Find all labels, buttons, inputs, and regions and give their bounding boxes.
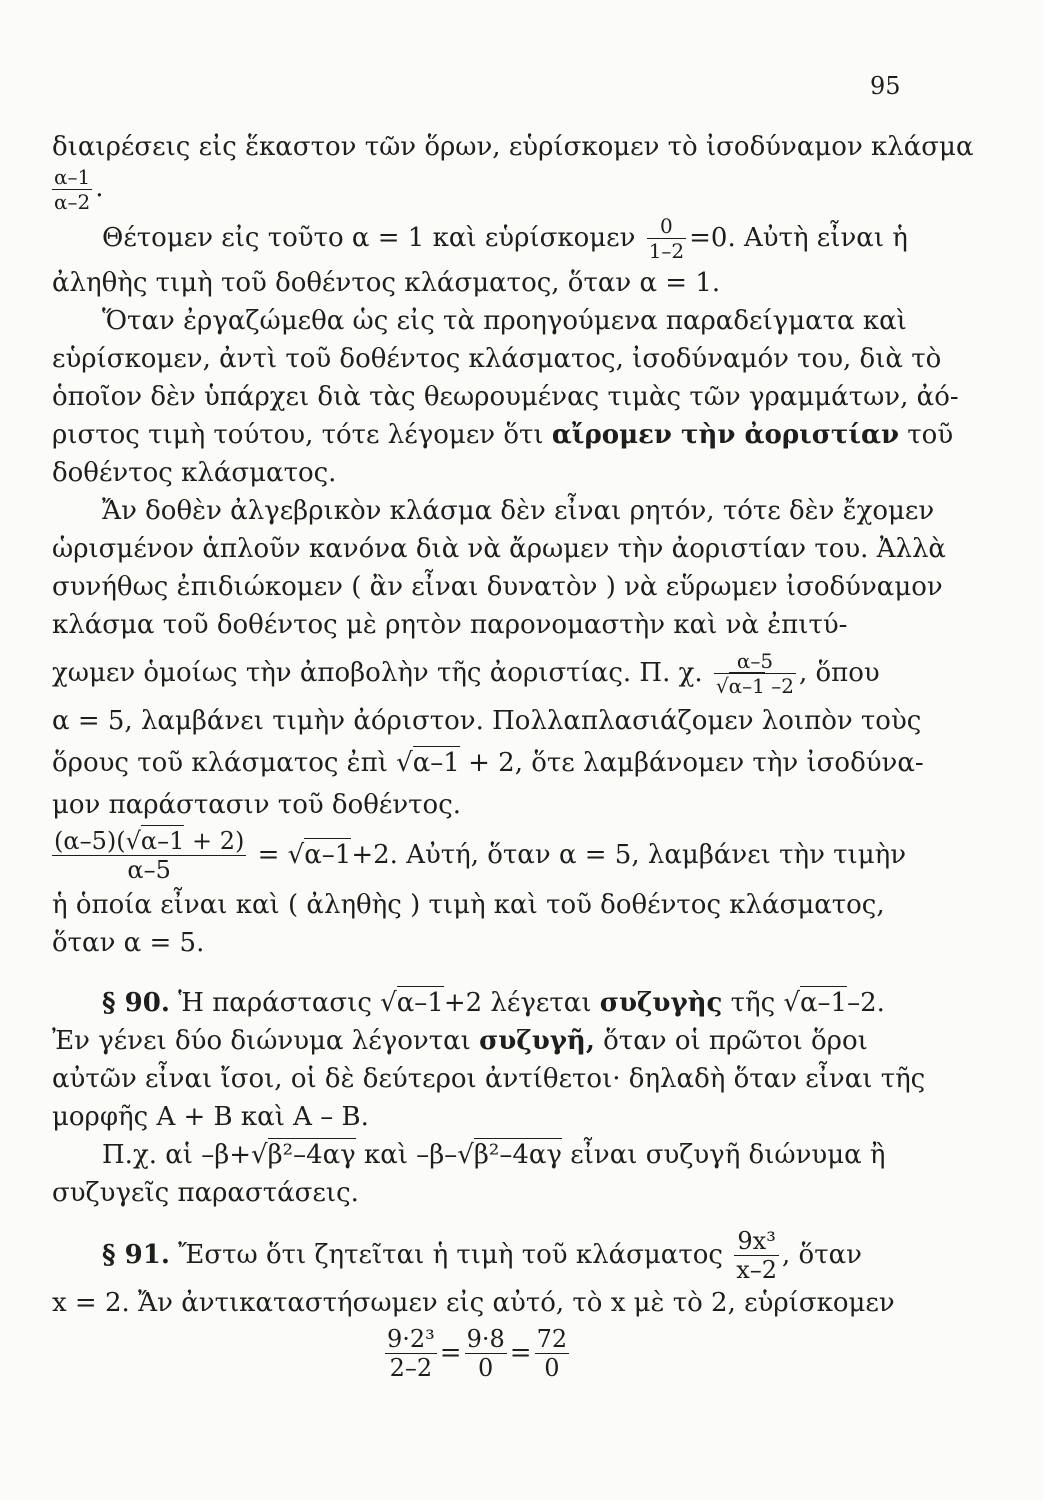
p2-line1: Θέτομεν εἰς τοῦτο α = 1 καὶ εὑρίσκομεν $\frac{0}{1-2}$ =0. Αὐτὴ εἶναι ἡ — [102, 214, 908, 263]
section-91-line1: § 91. Ἔστω ὅτι ζητεῖται ἡ τιμὴ τοῦ κλάσματος $\frac{\text{9x³}}{x-2}$ , ὅταν — [102, 1227, 862, 1284]
section-90-line2: Ἐν γένει δύο διώνυμα λέγονται συζυγῆ, ὅταν οἱ πρῶτοι ὅροι — [52, 1025, 868, 1056]
p3-line2: εὑρίσκομεν, ἀντὶ τοῦ δοθέντος κλάσματος, ἰσοδύναμόν του, διὰ τὸ — [52, 343, 942, 374]
page-number: 95 — [870, 72, 901, 100]
section-90-line5: Π.χ. αἱ –β+√β²–4αγ καὶ –β–√β²–4αγ εἶναι συζυγῆ διώνυμα ἢ — [102, 1139, 886, 1170]
section-90-label: § 90. — [102, 987, 170, 1018]
p1-line2: $\frac{\alpha-1}{\alpha-2}$ . — [54, 164, 104, 214]
section-90-line3: αὐτῶν εἶναι ἴσοι, οἱ δὲ δεύτεροι ἀντίθετοι· δηλαδὴ ὅταν εἶναι τῆς — [52, 1063, 926, 1094]
p4-line6: α = 5, λαμβάνει τιμὴν ἀόριστον. Πολλαπλασιάζομεν λοιπὸν τοὺς — [52, 705, 922, 736]
body-text — [52, 128, 974, 1384]
equation-2: $\frac{\text{9·2³}}{2-2}$ = $\frac{9\cdot 8}{0}$ = $\frac{72}{0}$ — [387, 1325, 568, 1382]
p3-line3: ὁποῖον δὲν ὑπάρχει διὰ τὰς θεωρουμένας τιμὰς τῶν γραμμάτων, ἀό- — [52, 381, 959, 412]
fraction-9-8: $\frac{9\cdot 8}{0}$ — [466, 1325, 505, 1382]
p4-line5: χωμεν ὁμοίως τὴν ἀποβολὴν τῆς ἀοριστίας. Π. χ. $\frac{\alpha-5}{√\alpha-1 -2}$ , ὅπου — [52, 649, 880, 698]
eq1-line3: ὅταν α = 5. — [52, 927, 205, 958]
p4-line7: ὅρους τοῦ κλάσματος ἐπὶ √α–1 + 2, ὅτε λαμβάνομεν τὴν ἰσοδύνα- — [52, 747, 924, 778]
fraction-9-2cubed: $\frac{\text{9·2³}}{2-2}$ — [387, 1325, 435, 1382]
p4-line2: ὡρισμένον ἁπλοῦν κανόνα διὰ νὰ ἄρωμεν τὴν ἀοριστίαν του. Ἀλλὰ — [52, 533, 946, 564]
fraction-expanded: $\frac{(\alpha-5)(√\alpha-1 + 2)}{\alpha-5}$ — [54, 827, 245, 884]
p4-line8: μον παράστασιν τοῦ δοθέντος. — [52, 789, 462, 820]
p3-line1: Ὅταν ἐργαζώμεθα ὡς εἰς τὰ προηγούμενα παραδείγματα καὶ — [102, 305, 907, 336]
section-90-line1: § 90. Ἡ παράστασις √α–1+2 λέγεται συζυγὴς τῆς √α–1–2. — [102, 987, 885, 1018]
section-90-line6: συζυγεῖς παραστάσεις. — [52, 1177, 359, 1208]
p4-line1: Ἄν δοθὲν ἀλγεβρικὸν κλάσμα δὲν εἶναι ρητόν, τότε δὲν ἔχομεν — [102, 495, 935, 526]
fraction-zero: $\frac{0}{1-2}$ — [648, 214, 685, 263]
p3-line4: ριστος τιμὴ τούτου, τότε λέγομεν ὅτι αἴρομεν τὴν ἀοριστίαν τοῦ — [52, 419, 954, 450]
p3-line5: δοθέντος κλάσματος. — [52, 457, 337, 488]
fraction-72: $\frac{72}{0}$ — [536, 1325, 568, 1382]
p4-line4: κλάσμα τοῦ δοθέντος μὲ ρητὸν παρονομαστὴν καὶ νὰ ἐπιτύ- — [52, 609, 848, 640]
p4-line3: συνήθως ἐπιδιώκομεν ( ἂν εἶναι δυνατὸν ) νὰ εὕρωμεν ἰσοδύναμον — [52, 571, 943, 602]
section-91-label: § 91. — [102, 1239, 170, 1270]
p2-line2: ἀληθὴς τιμὴ τοῦ δοθέντος κλάσματος, ὅταν α = 1. — [52, 267, 721, 298]
p1-line1: διαιρέσεις εἰς ἕκαστον τῶν ὅρων, εὑρίσκομεν τὸ ἰσοδύναμον κλάσμα — [52, 132, 974, 162]
term-bold: αἴρομεν τὴν ἀοριστίαν — [551, 419, 900, 450]
eq1-line2: ἡ ὁποία εἶναι καὶ ( ἀληθὴς ) τιμὴ καὶ τοῦ δοθέντος κλάσματος, — [52, 889, 885, 920]
fraction-a1-a2: $\frac{\alpha-1}{\alpha-2}$ — [54, 164, 91, 214]
equation-1: $\frac{(\alpha-5)(√\alpha-1 + 2)}{\alpha-5}$ = √α–1+2. Αὐτή, ὅταν α = 5, λαμβάνει τὴν τιμὴν — [54, 827, 907, 884]
section-91-line2: x = 2. Ἄν ἀντικαταστήσωμεν εἰς αὐτό, τὸ x μὲ τὸ 2, εὑρίσκομεν — [52, 1287, 895, 1318]
section-90-line4: μορφῆς Α + Β καὶ Α – Β. — [52, 1101, 369, 1132]
fraction-9x3: $\frac{\text{9x³}}{x-2}$ — [736, 1227, 778, 1284]
fraction-radical: $\frac{\alpha-5}{√\alpha-1 -2}$ — [715, 649, 794, 698]
